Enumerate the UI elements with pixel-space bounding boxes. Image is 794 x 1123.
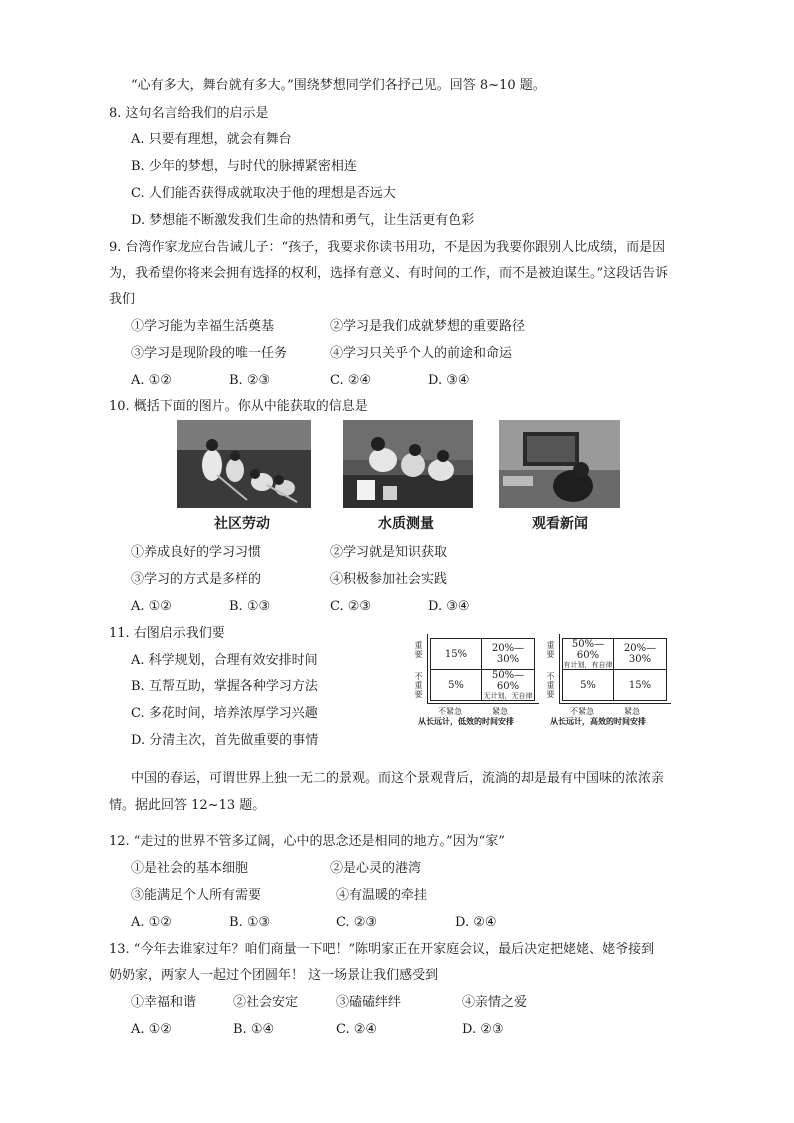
matrix-right-cell-bl: 5% xyxy=(563,670,614,701)
matrix-left-cell-tr: 20%—30% xyxy=(482,639,535,670)
matrix-right-cell-tr: 20%—30% xyxy=(614,639,667,670)
q10-statement-1: ①养成良好的学习习惯 xyxy=(131,545,262,560)
matrix-left-cell-br: 50%—60% 无计划，无自律 xyxy=(482,670,535,701)
q8-option-b: B. 少年的梦想，与时代的脉搏紧密相连 xyxy=(131,159,357,174)
matrix-left-xlab-left: 不紧急 xyxy=(438,707,462,716)
q13-choice-d: D. ②③ xyxy=(462,1022,504,1037)
q10-choice-a: A. ①② xyxy=(131,599,172,614)
q13-stem-line-2: 奶奶家，两家人一起过个团圆年！ 这一场景让我们感受到 xyxy=(109,968,439,983)
q12-statement-3: ③能满足个人所有需要 xyxy=(131,888,262,903)
q10-statement-2: ②学习就是知识获取 xyxy=(330,545,448,560)
q12-choice-a: A. ①② xyxy=(131,915,172,930)
q9-statement-2: ②学习是我们成就梦想的重要路径 xyxy=(330,319,526,334)
photo-community-labor xyxy=(177,420,311,508)
q9-stem-line-1: 9. 台湾作家龙应台告诫儿子：“孩子，我要求你读书用功，不是因为我要你跟别人比成绩，而是因 xyxy=(109,240,666,255)
q12-choice-b: B. ①③ xyxy=(229,915,271,930)
q11-option-b: B. 互帮互助，掌握各种学习方法 xyxy=(131,679,318,694)
q9-statement-3: ③学习是现阶段的唯一任务 xyxy=(131,346,288,361)
q13-choice-c: C. ②④ xyxy=(336,1022,378,1037)
q11-option-a: A. 科学规划，合理有效安排时间 xyxy=(131,653,318,668)
q9-statement-1: ①学习能为幸福生活奠基 xyxy=(131,319,275,334)
q12-choice-d: D. ②④ xyxy=(455,915,497,930)
q9-choice-b: B. ②③ xyxy=(229,373,271,388)
q13-statement-2: ②社会安定 xyxy=(233,995,299,1010)
q8-option-d: D. 梦想能不断激发我们生命的热情和勇气，让生活更有色彩 xyxy=(131,213,475,228)
q9-statement-4: ④学习只关乎个人的前途和命运 xyxy=(330,346,513,361)
q10-statement-3: ③学习的方式是多样的 xyxy=(131,572,262,587)
q10-stem: 10. 概括下面的图片。你从中能获取的信息是 xyxy=(109,399,368,414)
q8-option-a: A. 只要有理想，就会有舞台 xyxy=(131,132,292,147)
caption-watching-news: 观看新闻 xyxy=(532,516,588,532)
q12-statement-2: ②是心灵的港湾 xyxy=(330,861,422,876)
matrix-right-ylab-high: 重要 xyxy=(546,641,555,659)
q9-stem-line-3: 我们 xyxy=(109,292,136,307)
q13-stem-line-1: 13. “今年去谁家过年？咱们商量一下吧！”陈明家正在开家庭会议，最后决定把姥姥、姥爷接到 xyxy=(109,942,655,957)
time-matrix-inefficient xyxy=(414,632,539,727)
q11-option-c: C. 多花时间，培养浓厚学习兴趣 xyxy=(131,706,318,721)
q9-choice-d: D. ③④ xyxy=(428,373,470,388)
q10-choice-d: D. ③④ xyxy=(428,599,470,614)
q10-statement-4: ④积极参加社会实践 xyxy=(330,572,448,587)
q9-stem-line-2: 为，我希望你将来会拥有选择的权利，选择有意义、有时间的工作，而不是被迫谋生。”这段话告诉 xyxy=(109,266,669,281)
matrix-right-cell-br: 15% xyxy=(614,670,667,701)
q9-choice-c: C. ②④ xyxy=(330,373,372,388)
q12-choice-c: C. ②③ xyxy=(336,915,378,930)
matrix-left-xlab-right: 紧急 xyxy=(492,707,508,716)
intro-12-13-line-1: 中国的春运，可谓世界上独一无二的景观。而这个景观背后，流淌的却是最有中国味的浓浓亲 xyxy=(131,771,665,786)
q13-statement-1: ①幸福和谐 xyxy=(131,995,197,1010)
caption-community-labor: 社区劳动 xyxy=(214,516,270,532)
intro-12-13-line-2: 情。据此回答 12~13 题。 xyxy=(109,798,266,813)
q11-stem: 11. 右图启示我们要 xyxy=(109,626,225,641)
q10-choice-c: C. ②③ xyxy=(330,599,372,614)
matrix-right-xlab-left: 不紧急 xyxy=(570,707,594,716)
matrix-left-ylab-low: 不重要 xyxy=(414,672,423,699)
q13-choice-b: B. ①④ xyxy=(233,1022,275,1037)
photo-watching-news xyxy=(499,420,620,508)
matrix-right-cell-tl: 50%—60% 有计划，有自律 xyxy=(563,638,613,669)
matrix-right-xlab-right: 紧急 xyxy=(624,707,640,716)
q9-choice-a: A. ①② xyxy=(131,373,172,388)
matrix-left-caption: 从长远计，低效的时间安排 xyxy=(418,716,514,726)
q13-choice-a: A. ①② xyxy=(131,1022,172,1037)
q13-statement-3: ③磕磕绊绊 xyxy=(336,995,402,1010)
matrix-right-ylab-low: 不重要 xyxy=(546,672,555,699)
photo-water-testing xyxy=(343,420,473,508)
q12-statement-4: ④有温暖的牵挂 xyxy=(336,888,428,903)
q13-statement-4: ④亲情之爱 xyxy=(462,995,528,1010)
matrix-left-ylab-high: 重要 xyxy=(414,641,423,659)
time-matrix-efficient xyxy=(546,632,671,727)
matrix-right-caption: 从长远计，高效的时间安排 xyxy=(550,716,646,726)
q11-option-d: D. 分清主次，首先做重要的事情 xyxy=(131,733,319,748)
caption-water-testing: 水质测量 xyxy=(378,516,434,532)
q12-stem: 12. “走过的世界不管多辽阔，心中的思念还是相同的地方。”因为“家” xyxy=(109,834,505,849)
q12-statement-1: ①是社会的基本细胞 xyxy=(131,861,249,876)
matrix-left-cell-tl: 15% xyxy=(431,639,482,670)
intro-8-10: “心有多大，舞台就有多大。”围绕梦想同学们各抒己见。回答 8~10 题。 xyxy=(131,78,546,93)
matrix-left-cell-bl: 5% xyxy=(431,670,482,701)
q10-choice-b: B. ①③ xyxy=(229,599,271,614)
q8-option-c: C. 人们能否获得成就取决于他的理想是否远大 xyxy=(131,186,396,201)
q8-stem: 8. 这句名言给我们的启示是 xyxy=(109,106,269,121)
